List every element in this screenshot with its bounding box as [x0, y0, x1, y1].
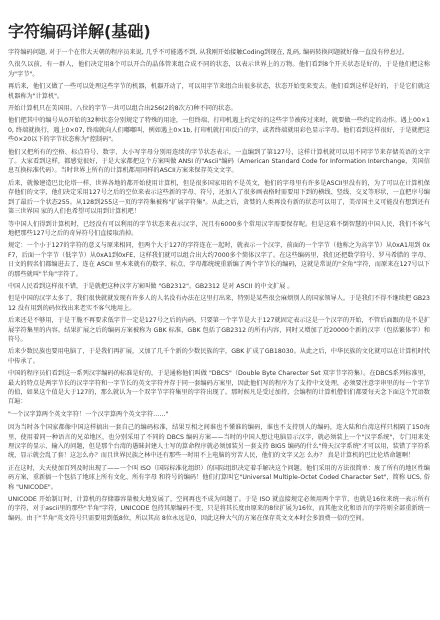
- paragraph-byte-origin: 久很久以前，有一群人，他们决定用8个可以开合的晶体管来组合成不同的状态，以表示世界上的万物。他们看到8个开关状态是好的，于是他们把这称为"字节"。: [8, 61, 430, 78]
- paragraph-dbcs: 中国的程序员们看到这一系列汉字编码的标准是好的，于是通称他们叫做 "DBCS"（Double Byte Charecter Set 双字节字符集）。在DBCS系列标准里，最大的特点是两字节长的汉字字符和一字节长的英文字符并存于同一套编码方案里，因此他们写的程序为了支持中文处理，必须要注意字串里的每一个字节的值，如果这个值是大于127的，那么就认为一个双字节字符集里的字符出现了。那时候凡是受过加持，会编程的计算机僧侣们都要每天念下面这个咒语数百遍：: [8, 370, 430, 406]
- paragraph-computer-origin: 再后来，他们又做了一些可以处理这些字节的机器，机器开动了，可以用字节来组合出很多状态，状态开始变来变去。他们看到这样是好的，于是它们就这机器称为"计算机"。: [8, 83, 430, 100]
- paragraph-gbk: 后来还是不够用，于是干脆不再要求低字节一定是127号之后的内码，只要第一个字节是大于127就固定表示这是一个汉字的开始，不管后面跟的是不是扩展字符集里的内容。结果扩展之后的编码方案被称为 GBK 标准，GBK 包括了GB2312 的所有内容，同时又增加了近20000个新的汉字（包括繁体字）和符号。: [8, 317, 430, 343]
- paragraph-mantra: "一个汉字算两个英文字符！一个汉字算两个英文字符……": [8, 410, 169, 418]
- paragraph-gb18030: 后来少数民族也要用电脑了，于是我们再扩展，又加了几千个新的少数民族的字，GBK 扩成了GB18030。从此之后，中华民族的文化就可以在计算机时代中传承了。: [8, 348, 430, 365]
- paragraph-gb2312-rule: 规定：一个小于127的字符的意义与原来相同，但两个大于127的字符连在一起时，就表示一个汉字，前面的一个字节（他称之为高字节）从0xA1用到 0xF7，后面一个字节（低字节）从0xA1到0xFE，这样我们就可以组合出大约7000多个简体汉字了。在这些编码里，我们还把数学符号、罗马希腊的 字母、日文的假名们都编进去了，连在 ASCII 里本来就有的数字、标点、字母都统统重新编了两个字节长的编码，这就是常说的"全角"字符，而原来在127号以下的那些就叫"半角"字符了。: [8, 242, 430, 278]
- article-title: 字符编码详解(基础): [8, 22, 151, 41]
- paragraph-control-codes: 他们把其中的编号从0开始的32种状态分别规定了特殊的用途，一但终端、打印机遇上约定好的这些字节被传过来时，就要做一些约定的动作。遇上00×10, 终端就换行，遇上0×07, 终端就向人们嘟嘟叫，例如遇上0×1b, 打印机就打印反白的字，或者终端就用彩色显示字母。他们看到这样很好，于是就把这些0×20以下的字节状态称为"控制码"。: [8, 117, 430, 144]
- paragraph-256-states: 开始计算机只在美国用。八位的字节一共可以组合出256(2的8次方)种不同的状态。: [8, 105, 237, 113]
- paragraph-more-chars: 但是中国的汉字太多了，我们很快就就发现有许多人的人名没有办法在这里打出来，特别是某些很会麻烦别人的国家领导人。于是我们不得不继续把 GB2312 没有用到的码位找出来老实不客气地用上。: [8, 295, 430, 312]
- paragraph-ascii: 他们又把所有的空格、标点符号、数字、大小写字母分别用连续的字节状态表示，一直编到了第127号，这样计算机就可以用不同字节来存储英语的文字了。大家看到这样，都感觉很好，于是大家都把这个方案叫做 ANSI 的"Ascii"编码（American Standard Code for Information Interchange，美国信息互换标准代码）。当时世界上所有的计算机都用同样的ASCII方案来保存英文文字。: [8, 148, 430, 175]
- paragraph-babel: 因为当时各个国家都像中国这样搞出一套自己的编码标准，结果互相之间谁也不懂谁的编码，谁也不支持别人的编码，连大陆和台湾这样只相隔了150海里，使用着同一种语言的兄弟地区，也分别采用了不同的 DBCS 编码方案——当时的中国人想让电脑显示汉字，就必须装上一个"汉字系统"，专门用来处理汉字的显示、输入的问题，但是那个台湾的愚昧封建人士写的算命程序就必须加装另一套支持 BIG5 编码的什么"倚天汉字系统"才可以用，装错了字符系统，显示就会乱了套！这怎么办？而且世界民族之林中还有那些一时用不上电脑的穷苦人民，他们的文字又怎 么办？ 真是计算机的巴比伦塔命题啊！: [8, 424, 430, 460]
- paragraph-extended-charset: 后来，就像建造巴比伦塔一样，世界各地的都开始使用计算机，但是很多国家用的不是英文，他们的字母里有许多是ASCII里没有的，为了可以在计算机保存他们的文字，他们决定采用127号之后的空位来表示这些新的字母、符号，还加入了很多画表格时需要用下到的横线、竖线、交叉等形状，一直把序号编到了最后一个状态255。从128到255这一页的字符集被称"扩展字符集"。从此之后，贪婪的人类再没有新的状态可以用了，美帝国主义可能没有想到还有第三世界国 家的人们也希望可以用到计算机吧！: [8, 179, 430, 216]
- paragraph-china-computers: 等中国人们得到计算机时，已经没有可以利用的字节状态来表示汉字，况且有6000多个常用汉字需要保存呢。但是这难不倒智慧的中国人民，我们不客气地把那些127号之后的奇异符号们直接取消掉。: [8, 220, 430, 237]
- paragraph-intro: 字符编码问题, 对于一个在伟大天朝的程序员来说, 几乎不可能遇不到, 从我刚开始接触Coding到现在, 乱码, 编码转换问题就好像一直没有停息过。: [8, 49, 409, 56]
- paragraph-gb2312: 中国人民看到这样很不错，于是就把这种汉字方案叫做 "GB2312"。GB2312 是对 ASCII 的中文扩展 。: [8, 282, 294, 290]
- paragraph-iso-ucs: 正在这时，大天使加百列及时出现了——一个叫 ISO（国际标准化组织）的国际组织决定着手解决这个问题。他们采用的方法很简单：废了所有的地区性编码方案，重新搞一个包括了地球上所有文化、所有字母 和符号的编码！他们打算叫它"Universal Multiple-Octet Coded Character Set"，简称 UCS, 俗称 "UNICODE"。: [8, 464, 430, 491]
- paragraph-unicode: UNICODE 开始制订时，计算机的存储器容量极大地发展了，空间再也不成为问题了。于是 ISO 就直接规定必须用两个字节，也就是16位来统一表示所有的字符，对于ascii里的那些"半角"字符，UNICODE 包持其原编码不变，只是将其长度由原来的8位扩展为16位，而其他文化和语言的字符则全部重新统一编码。由于"半角"英文符号只需要用到低8位，所以其高 8位永远是0，因此这种大气的方案在保存英文文本时会多浪费一倍的空间。: [8, 496, 430, 522]
